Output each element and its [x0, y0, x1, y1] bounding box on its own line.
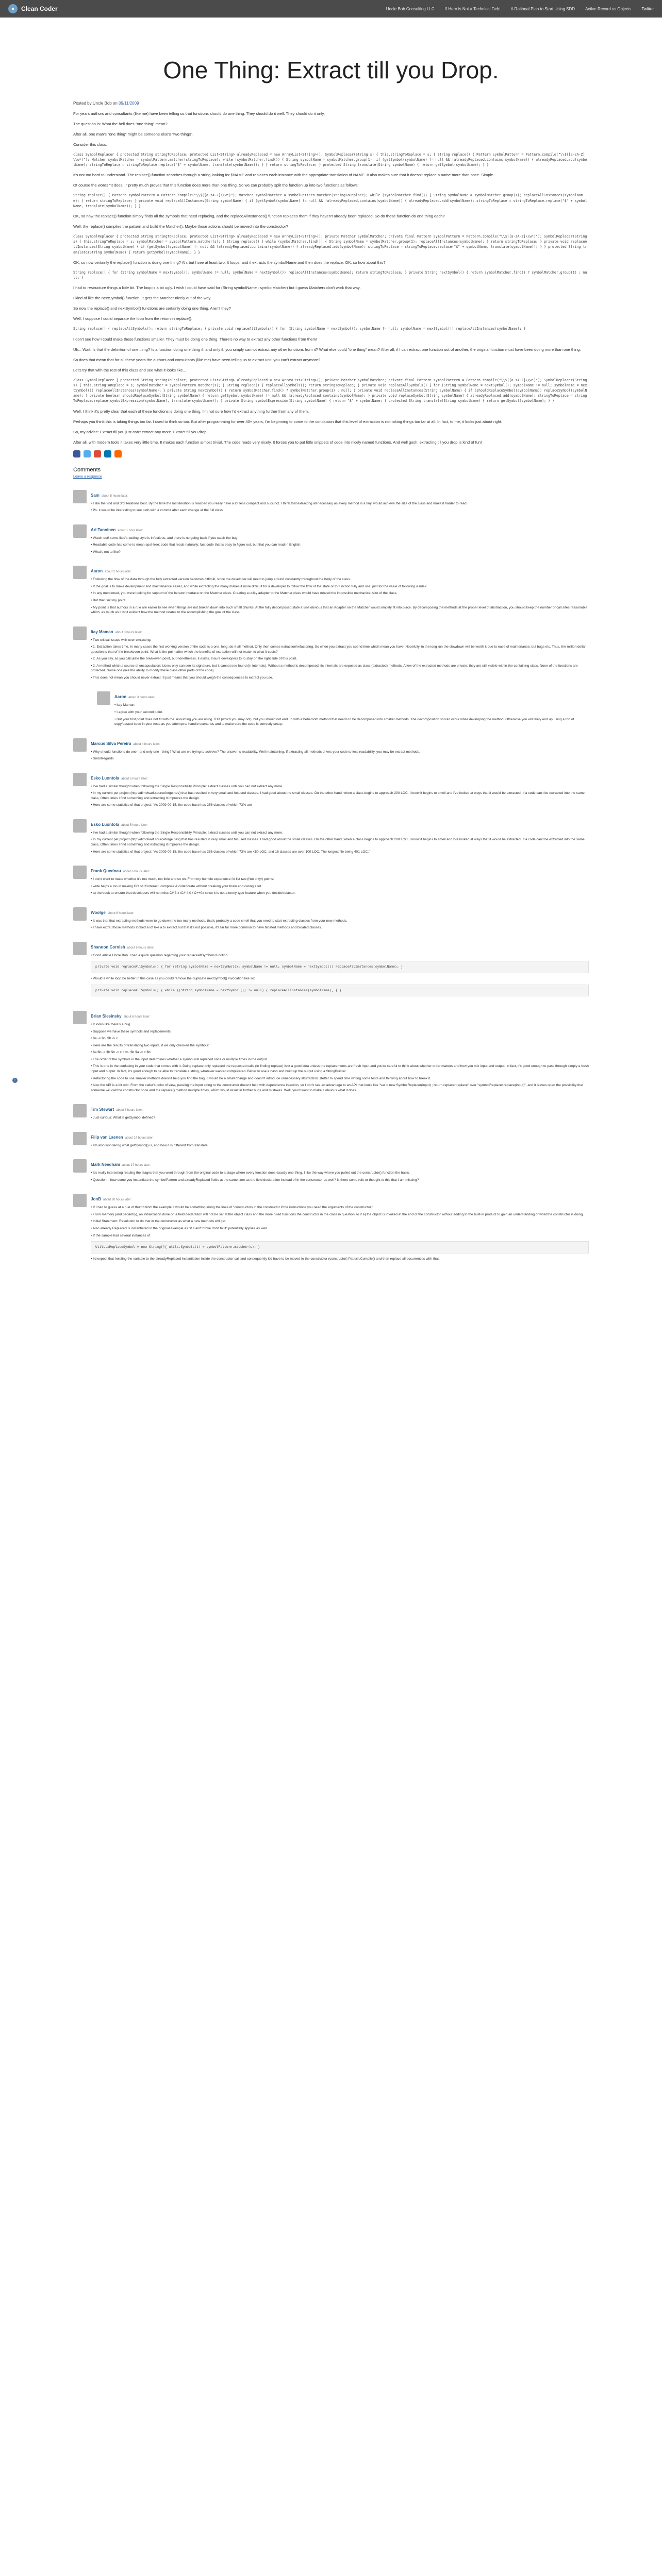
comment-header — [91, 942, 589, 951]
comment-code-block: private void replaceAllSymbols() { for (String symbolName = nextSymbol(); symbolName != null; symbolName = nextSymbol()) replaceAllInstances(symbolName); } — [91, 961, 589, 973]
nav-links — [386, 7, 654, 11]
post-paragraph: I had to restructure things a little bit. The loop is a bit ugly. I wish I could have said for (String symbolName : symbolMatcher) but I guess Matchers don't work that way. — [73, 285, 361, 291]
comment-text: • Watch out! some little's coding style is infectious, and there is no going back if you catch the bug! — [91, 536, 589, 541]
comment-text: • I'd expect that hoisting the variable to the alreadyReplaced instantiation inside the constructor call and consequently it'd have to be moved to the constructor (constructor) Pattern.Compile() and then replace all occurrences with that. — [91, 1257, 589, 1262]
comment-item — [73, 1132, 589, 1148]
avatar — [73, 1159, 87, 1173]
comment-date: about 14 hours later: — [125, 1136, 154, 1140]
comment-author[interactable]: Marcus Silva Pereira — [91, 741, 131, 746]
comment-date: about 2 hours later: — [105, 570, 131, 574]
comment-text: • But your first point does not fit with me. Assuming you are using TDD (which you may not), but you should not end up with a behemoth method that needs to be decomposed into smaller methods. The decomposition should occur while developing the method. Otherwise you will likely end up using a ton of copy/pasted code in your tests as you attempt to handle scenarios and to make sure the code is correctly setup. — [114, 717, 589, 727]
comment-body — [91, 490, 589, 513]
comment-author[interactable]: Frank Quednau — [91, 869, 121, 874]
comment-list — [73, 490, 589, 1262]
avatar — [73, 566, 87, 579]
comment-body — [91, 773, 589, 808]
comment-text: • Ps. it would be interesting to see path with a commit after each change at the full class. — [91, 508, 589, 513]
comment-header — [91, 738, 589, 748]
post-paragraph: Let's try that with the rest of this class and see what it looks like... — [73, 367, 186, 372]
comment-item — [97, 691, 589, 726]
avatar — [73, 524, 87, 538]
comment-header — [91, 1104, 589, 1113]
comment-text: • I have extra; those methods looked a lot like a to extract but that it's not possible, it's far far more common to have bloated methods and bloated classes. — [91, 925, 589, 930]
comment-author[interactable]: Sam — [91, 493, 100, 498]
comment-text: • Following the flow of the data through the fully extracted version becomes difficult, since the developer will need to jump around constantly throughout the body of the class. — [91, 577, 589, 582]
comment-item — [73, 866, 589, 896]
comment-body — [91, 524, 589, 555]
comment-author[interactable]: Ari Tanninen — [91, 527, 116, 532]
avatar — [73, 866, 87, 879]
comment-body — [91, 626, 589, 681]
comment-date: about 8 hours later: — [116, 1109, 143, 1112]
posted-date-link[interactable]: 09/11/2009 — [119, 100, 139, 106]
comment-header — [91, 1011, 589, 1020]
comment-header — [91, 773, 589, 782]
comment-text: • Suppose we have these symbols and replacements: — [91, 1029, 589, 1035]
comment-text: • If I had to guess at a rule of thumb from the example it would be something along the lines of "constructors in the constructor if the instructions you need the arguments of the constructor." — [91, 1205, 589, 1210]
post-paragraph: After all, with modern tools it takes very little time. It makes each function almost trivial. The code reads very nicely. It forces you to put little snippets of code into nicely named functions. And well gosh, extracting till you drop is kind of fun! — [73, 439, 482, 445]
comment-item — [73, 524, 589, 555]
comment-body — [91, 907, 589, 930]
comment-text: • Smb/Regards — [91, 756, 589, 761]
comment-date: about 17 hours later: — [122, 1164, 151, 1167]
comment-text: • I don't want to make whether it's too much, too little and so on. From my humble experience I'd list two (Not only!) points: — [91, 877, 589, 882]
comment-text: • I agree with your second point. — [114, 710, 589, 715]
avatar — [73, 738, 87, 752]
comment-code-block: Utils.aReplaceSymbol = new String[]{ utils.Symbols(i) = symbolPattern.matcher(s); } — [91, 1241, 589, 1253]
comment-author[interactable]: Shannon Cornish — [91, 944, 125, 950]
comments-heading: Comments — [73, 466, 101, 473]
comment-text: • Refactoring the code to use smaller methods doesn't help you find the bug. It would be a small change and doesn't introduce unnecessary abstraction. Better to spend time writing some tests and thinking about how to break it. — [91, 1076, 589, 1081]
google-plus-icon[interactable] — [94, 450, 101, 457]
comment-header — [91, 819, 589, 828]
avatar — [73, 942, 87, 955]
posted-by: Posted by Uncle Bob on — [73, 100, 118, 106]
post-title: One Thing: Extract till you Drop. — [163, 57, 499, 83]
comment-text: • 2. As you say, as you calculate the breakeven point, but nonetheless, it exists. Insure developers to to stay on the right side of this point. — [91, 656, 589, 662]
comment-header — [91, 866, 589, 875]
avatar — [73, 1132, 87, 1145]
comment-item — [73, 1011, 589, 1093]
comment-body — [91, 819, 589, 854]
code-block: class SymbolReplacer { protected String stringToReplace; protected List<String> alreadyReplaced = new ArrayList<String>(); SymbolReplacer(String s) { this.stringToReplace = s; } String replace() { Pattern symbolPattern = Pattern.compile("\\$([a-zA-Z]\\w*)"); Matcher symbolMatcher = symbolPattern.matcher(stringToReplace); while (symbolMatcher.find()) { String symbolName = symbolMatcher.group(1); if (getSymbol(symbolName) != null && !alreadyReplaced.contains(symbolName)) { alreadyReplaced.add(symbolName); stringToReplace = stringToReplace.replace("$" + symbolName, translate(symbolName)); } } return stringToReplace; } protected String translate(String symbolName) { return getSymbol(symbolName); } } — [73, 152, 587, 167]
scroll-anchor-icon[interactable]: ↑ — [12, 1078, 18, 1083]
comment-text: • a) the book to ensure that developers will not miss C# 3.x /C# 4.0 / C++0x since it is not a teeny-type feature when you decide/refactor. — [91, 891, 589, 896]
comment-text: • Here are some statistics of that project: "As 2009-09-15, the code base has 256 classes of which 73% are — [91, 803, 589, 808]
comment-author[interactable]: JonB — [91, 1197, 101, 1202]
avatar — [73, 819, 87, 833]
comment-date: about 1 hour later: — [118, 529, 143, 532]
facebook-icon[interactable] — [73, 450, 80, 457]
nav-item[interactable]: If Hero is Not a Technical Debt — [444, 6, 501, 11]
post-paragraph: After all, one man's "one thing" might be someone else's "two things". — [73, 131, 194, 137]
comment-body — [91, 1159, 589, 1182]
comment-text: • It looks like there's a bug. — [91, 1022, 589, 1027]
comment-text: • I've had a similar thought when following the Single Responsibility Principle: extract classes until you can not extract any more. — [91, 831, 589, 836]
comment-text: • My point is that authors in a rule are easier to see when things are not broken down into such small chunks. At the fully decomposed state it isn't obvious that an Adapter on the Matcher would simplify fit into place. By decomposing the methods at the proper level of abstraction, you should keep the number of call sites reasonable which, as much as it isn't evident how the method relates to the accomplishing the goal of the class. — [91, 605, 589, 615]
comment-body — [91, 738, 589, 761]
comment-text: • I'm also wondering what getSymbol() is, and how it is different from translate. — [91, 1143, 589, 1148]
comment-author[interactable]: Tim Stewart — [91, 1107, 114, 1112]
logo-icon: ● — [8, 4, 18, 13]
comment-author[interactable]: Brian Slesinsky — [91, 1014, 122, 1019]
comment-text: • Would a while loop be better in this case as you could remove the duplicate nextSymbol() invocation like so: — [91, 976, 589, 981]
comment-text: • The order of the symbols in the input determines whether a symbol will replaced once or multiple times in the output. — [91, 1057, 589, 1062]
comment-item — [73, 1194, 589, 1261]
comment-text: • wide helps a ton in making OO stuff interact, compose & collaborate without breaking your brain and caring a lot. — [91, 884, 589, 889]
code-block: String replace() { for (String symbolName = nextSymbol(); symbolName != null; symbolName = nextSymbol()) replaceAllInstances(symbolName); return stringToReplace; } private String nextSymbol() { return symbolMatcher.find() ? symbolMatcher.group(1) : null; } — [73, 270, 587, 280]
comment-body — [91, 566, 589, 615]
comment-text: • Just curious: What is getSymbol defined? — [91, 1115, 589, 1121]
avatar — [73, 907, 87, 921]
post-paragraph: So now the replace() and nextSymbol() functions are certainly doing one thing. Aren't they? — [73, 306, 231, 311]
post-paragraph: Consider this class: — [73, 142, 107, 147]
nav-item[interactable]: Twitter — [641, 6, 654, 11]
avatar — [73, 490, 87, 503]
comment-header — [91, 626, 589, 636]
comment-date: about 20 hours later: — [103, 1198, 132, 1202]
comment-text: • In my current pet project (http://dimdwarf.sourceforge.net/) that has resulted in very small and focused classes. I had good about the small classes. On the other hand, when a class begins to approach 200 LOC, I knew it begins to smell and I've looked at ways that it would be extracted. If a code can't be extracted into the same class, Often times I find something and extracting it improves the design. — [91, 791, 589, 801]
comment-author[interactable]: Aaron — [91, 569, 103, 574]
avatar — [73, 626, 87, 640]
comment-date: about 6 hours later: — [123, 870, 150, 874]
comment-header — [91, 1159, 589, 1168]
comment-date: about 6 hours later: — [127, 946, 154, 950]
comment-header — [91, 490, 589, 499]
twitter-icon[interactable] — [84, 450, 91, 457]
comment-author[interactable]: Esko Luontola — [91, 775, 120, 781]
avatar — [73, 1194, 87, 1207]
post-paragraph: I don't see how I could make these functions smaller. They must be doing one thing. There's no way to extract any other functions from them! — [73, 336, 317, 342]
comment-text: • If the sample had several instances of — [91, 1233, 589, 1239]
comment-text: • Itay Maman: — [114, 703, 589, 708]
comment-text: • $a $b -> $b $b -> c c vs. $b $a -> c $b — [91, 1050, 589, 1055]
comment-item — [73, 1104, 589, 1121]
post-paragraph: Uh... Wait. Is that the definition of one thing? Is a function doing one thing if, and only if, you simply cannot extract any other functions from it? What else could "one thing" mean? After all, if I can extract one function out of another, the original function must have been doing more than one thing. — [73, 347, 581, 352]
code-block: class SymbolReplacer { protected String stringToReplace; protected List<String> alreadyReplaced = new ArrayList<String>(); private Matcher symbolMatcher; private final Pattern symbolPattern = Pattern.compile("\\$([a-zA-Z]\\w*)"); SymbolReplacer(String s) { this.stringToReplace = s; symbolMatcher = symbolPattern.matcher(s); } String replace() { while (symbolMatcher.find()) { String symbolName = symbolMatcher.group(1); replaceAllInstances(symbolName); } return stringToReplace; } private void replaceAllInstances(String symbolName) { if (getSymbol(symbolName) != null && !alreadyReplaced.contains(symbolName)) { alreadyReplaced.add(symbolName); stringToReplace = stringToReplace.replace("$" + symbolName, translate(symbolName)); } } protected String translate(String symbolName) { return getSymbol(symbolName); } } — [73, 234, 587, 255]
comment-date: about 3 hours later: — [115, 631, 142, 634]
comment-body — [91, 1132, 589, 1148]
site-logo[interactable] — [8, 4, 58, 13]
comment-text: • This is one in the confusing in your code that comes with it. Doing replace only replaced the requested calls (In finding replace) isn't a good idea unless the replacements are fresh input and you're careful to think about whether order matters and how you mix input and output. In fact, it's good enough to pass through simply a fresh input and output. In fact, it's good enough to be able to translate a string, whatever wanted complicated. Better to use a hash and build up the output using a StringBuilder. — [91, 1064, 589, 1074]
comment-header — [91, 1132, 589, 1141]
comment-text: • It's really interesting reading the stages that you went through from the original code to a stage where every function does exactly one thing. I like the way where you pulled out the constructor() function the basis. — [91, 1171, 589, 1176]
comment-header — [91, 1194, 589, 1203]
content-area — [14, 57, 589, 1261]
comment-text: • Initial Statement: Resolution to do that in the constructor as what a new methods will get. — [91, 1219, 589, 1224]
comment-text: • $a -> $b, $b -> c — [91, 1036, 589, 1041]
comment-author[interactable]: Esko Luontola — [91, 822, 120, 827]
comment-item — [73, 819, 589, 854]
comment-header — [114, 691, 589, 701]
comment-date: about 6 hours later: — [123, 1015, 151, 1019]
comment-text: • I like the 2nd and 3rd iterations best. By the time the last iteration is reached you really have a lot less compact and succinct. I think that extracting all necessary as every method is a tiny, would achieve the size of the class and make it harder to read. — [91, 501, 589, 506]
post-paragraph: Of course the words "It does..." pretty much proves that this function does more than one thing. So we can probably split the function up into two functions as follows: — [73, 183, 359, 188]
comment-text: • 2. A method which a source of encapsulation: Users only can see its signature, but it cannot see found (in internals). Without a method is decomposed, its internals are exposed as class (extracted) methods. A few of the extracted methods are private; they are still visible within the containing class. None of the functions are protected. Some one (like the ability to modify these class other parts of the code). — [91, 664, 589, 673]
comment-body — [114, 691, 589, 726]
comment-header — [91, 566, 589, 575]
comment-header — [91, 524, 589, 534]
post-paragraph: OK, so now the replace() function simply finds all the symbols that need replacing, and the replaceAllInstances() function replaces them if they haven't already been replaced. So do these function do one thing each? — [73, 213, 445, 218]
post-paragraph: Well, the replace() compiles the pattern and build the Matcher(). Maybe those actions should be moved into the constructor? — [73, 224, 288, 229]
comment-body — [91, 866, 589, 896]
comment-text: • Question – how come you instantiate the symbolPattern and alreadyReplaced fields at the same time as the field declaration instead of in the constructor as well? Is there some rule or thought to this that I am missing? — [91, 1178, 589, 1183]
comment-author[interactable]: Itay Maman — [91, 629, 113, 634]
comment-date: about 5 hours later: — [121, 777, 148, 781]
post-paragraph: So, my advice: Extract till you just can't extract any more. Extract till you drop. — [73, 429, 208, 434]
post-paragraph: Well, I think it's pretty clear that each of these functions is doing one thing. I'm not sure how I'd extract anything further from any of them. — [73, 409, 309, 414]
nav-item[interactable]: Uncle Bob Consulting LLC — [386, 6, 435, 11]
post-paragraph: The question is: What the hell does "one thing" mean? — [73, 121, 168, 126]
comment-author[interactable]: Mark Needham — [91, 1162, 120, 1167]
nav-item[interactable]: A Rational Plan to Start Using SDD — [510, 6, 575, 11]
comment-author[interactable]: Filip van Laenen — [91, 1134, 123, 1140]
nav-item[interactable]: Active Record vs Objects — [585, 6, 632, 11]
comment-text: • It was that that extracting methods were to go down the too many methods, that's probably a code smell that you need to start extracting classes from your new methods. — [91, 919, 589, 924]
comment-item — [73, 626, 589, 681]
comment-header — [91, 907, 589, 917]
site-name: Clean Coder — [21, 5, 58, 12]
comment-item — [73, 907, 589, 930]
comment-text: • Here are some statistics of that project: "As 2009-09-15, the code base has 256 classes of which 73% are <50 LOC, and 16 classes are over 100 LOC. The longest file being 401 LOC." — [91, 850, 589, 855]
comment-body — [91, 1011, 589, 1093]
comment-date: about 8 hours later: — [101, 494, 128, 498]
comment-item — [73, 738, 589, 761]
comment-text: • In my current pet project (http://dimdwarf.sourceforge.net/) that has resulted in very small and focused classes. I had good about the small classes. On the other hand, when a class begins to approach 200 LOC, I know it begins to smell and I've looked at ways that it would be extracted. If a code can't be extracted into the same class, Often times I find something and extracting it improves the design. — [91, 837, 589, 847]
comment-item — [73, 1159, 589, 1182]
code-block: String replace() { Pattern symbolPattern = Pattern.compile("\\$([a-zA-Z]\\w*)"); Matcher symbolMatcher = symbolPattern.matcher(stringToReplace); while (symbolMatcher.find()) { String symbolName = symbolMatcher.group(1); replaceAllInstances(symbolName); } return stringToReplace; } private void replaceAllInstances(String symbolName) { if (getSymbol(symbolName) != null && !alreadyReplaced.contains(symbolName)) { alreadyReplaced.add(symbolName); stringToReplace = stringToReplace.replace("$" + symbolName, translate(symbolName)); } } — [73, 193, 587, 208]
comment-body — [91, 1194, 589, 1261]
comment-text: • Why should functions do one - and only one - thing? What are we trying to achieve? The answer is readability. Well maintaining, If extracting all methods drives your code to less readability, you may be extract methods. — [91, 750, 589, 755]
post-meta — [73, 101, 589, 106]
comment-body — [91, 1104, 589, 1121]
comment-item — [73, 773, 589, 808]
comment-date: about 4 hours later: — [133, 742, 160, 746]
comment-text: • But that isn't my point. — [91, 598, 589, 603]
post-paragraph: So does that mean that for all these years the authors and consultants (like me) have been telling us to extract until you can't extract anymore? — [73, 357, 321, 362]
comment-text: • Readable code has come to mean spot-free: code that reads naturally; fast code that is easy to figure out, but that you can read in English. — [91, 543, 589, 548]
leave-response-link[interactable]: Leave a response — [73, 474, 102, 479]
comment-text: • This does not mean you should never extract. It just means that you should weigh the consequences to extract you use. — [91, 675, 589, 681]
code-block: String replace() { replaceAllSymbols(); return stringToReplace; } private void replaceAllSymbols() { for (String symbolName = nextSymbol(); symbolName != null; symbolName = nextSymbol()) replaceAllInstances(symbolName); } — [73, 327, 526, 331]
comment-date: about 5 hours later: — [121, 823, 148, 827]
top-navigation-bar — [0, 0, 662, 18]
comment-text: • From memory (and pedantry), an initialization done on a field declaration will not be set at the object class and the more ruled functions the constructor in the class in question so if a) the object is invoked at the end of the constructor without adding to the built-in product to gain an understanding of what the constructor is doing. — [91, 1212, 589, 1217]
code-block: class SymbolReplacer { protected String stringToReplace; protected List<String> alreadyReplaced = new ArrayList<String>(); private Matcher symbolMatcher; private final Pattern symbolPattern = Pattern.compile("\\$([a-zA-Z]\\w*)"); SymbolReplacer(String s) { this.stringToReplace = s; symbolMatcher = symbolPattern.matcher(s); } String replace() { replaceAllSymbols(); return stringToReplace; } private void replaceAllSymbols() { for (String symbolName = nextSymbol(); symbolName != null; symbolName = nextSymbol()) replaceAllInstances(symbolName); } private String nextSymbol() { return symbolMatcher.find() ? symbolMatcher.group(1) : null; } private void replaceAllInstances(String symbolName) { if (shouldReplaceSymbol(symbolName)) replaceSymbol(symbolName); } private boolean shouldReplaceSymbol(String symbolName) { return getSymbol(symbolName) != null && !alreadyReplaced.contains(symbolName); } private void replaceSymbol(String symbolName) { alreadyReplaced.add(symbolName); stringToReplace = stringToReplace.replace(symbolExpression(symbolName), translate(symbolName)); } private String symbolExpression(String symbolName) { return "$" + symbolName; } protected String translate(String symbolName) { return getSymbol(symbolName); } } — [73, 378, 587, 403]
linkedin-icon[interactable] — [104, 450, 111, 457]
comment-code-block: private void replaceAllSymbols() { while ((String symbolName = nextSymbol()) != null) { replaceAllInstances(symbolName); } } — [91, 985, 589, 997]
comment-text: • Here are the results of translating two inputs, if we only checked the symbols: — [91, 1043, 589, 1048]
comment-text: • Also the API is a bit odd. From the caller's point of view, passing the input string to the constructor doesn't help with dependence injection, so I don't see an advantage to an API that looks like "var = new SymbolReplacer(input) ; return replacer.replace" over "symbolReplacer.replace(input)", and it leaves open the possibility that someone will call the constructor once and the replace() method multiple times, which would result in further bugs and mistakes. Well, you'd want to make it obvious what it does. — [91, 1083, 589, 1093]
post-paragraph: It's not too hard to understand. The replace() function searches through a string looking for $NAME and replaces each instance with the appropriate translation of NAME. It also makes sure that it doesn't replace a name more than once. Simple. — [73, 173, 494, 178]
comment-text: • 1. Extraction takes time. In many cases the first working version of the code is a one, long, do-it-all method. Only then comes extraction/refactoring. So when you extract you spend time which mean you have. Hopefully, in the long run the slowdown will be worth it due to ease of maintenance, but bugs etc. Thus, the million dollar question is that of the breakeven point: What is the point after which the benefits of extraction will not match to what it costs? — [91, 645, 589, 654]
comment-date: about 3 hours later: — [128, 696, 155, 700]
comment-text: • In any mentioned, you were looking for support of the Iterator interface on the Matcher class. Creating a utility adapter to the Matcher class would have moved the impossible mechanical size of the class. — [91, 591, 589, 596]
comment-text: • Also already Replaced is instantiated in the original example as "if it ain't broke don't fix it" potentially applies as well. — [91, 1226, 589, 1231]
post-paragraph: I kind of like the nextSymbol() function. It gets the Matcher nicely out of the way. — [73, 296, 211, 301]
comment-item — [73, 566, 589, 615]
comment-text: • I've had a similar thought when following the Single Responsibility Principle: extract classes until you can not extract any more. — [91, 784, 589, 789]
post-paragraph: For years authors and consultants (like me) have been telling us that functions should do one thing. They should do it well. They should do it only. — [73, 111, 325, 116]
comment-item — [73, 490, 589, 513]
avatar — [73, 773, 87, 786]
avatar — [73, 1011, 87, 1024]
comment-text: • What's not to like? — [91, 550, 589, 555]
comment-body — [91, 942, 589, 999]
comment-text: • If the goal is to make development and maintenance easier, and while extracting the many makes it more difficult for a developer to follow the flow of the state or to function fully and use, just for the value of following a rule? — [91, 584, 589, 589]
post-paragraph: Perhaps you think this is taking things too far. I used to think so too. But after programming for over 40+ years, I'm beginning to come to the conclusion that this level of extraction is not taking things too far at all. In fact, to me, it looks just about right. — [73, 419, 502, 424]
post-paragraph: Well, I suppose I could separate the loop from the return in replace(). — [73, 316, 193, 321]
comment-text: • Good article Uncle Bob. I had a quick question regarding your replaceAllSymbols function. — [91, 953, 589, 958]
comment-item — [73, 942, 589, 999]
post-paragraph: OK, so now certainly the replace() function is doing one thing? Ah, but I see at least two. It loops, and it extracts the symbolName and then does the replace. OK, so how about this? — [73, 260, 386, 265]
share-buttons — [73, 450, 589, 457]
rss-icon[interactable] — [114, 450, 122, 457]
avatar — [73, 1104, 87, 1117]
comment-author[interactable]: Aaron — [114, 694, 127, 700]
comment-text: • Two critical issues with over extracting: — [91, 638, 589, 643]
comment-date: about 6 hours later: — [107, 911, 135, 915]
avatar — [97, 691, 110, 705]
comment-author[interactable]: Woolge — [91, 910, 106, 915]
